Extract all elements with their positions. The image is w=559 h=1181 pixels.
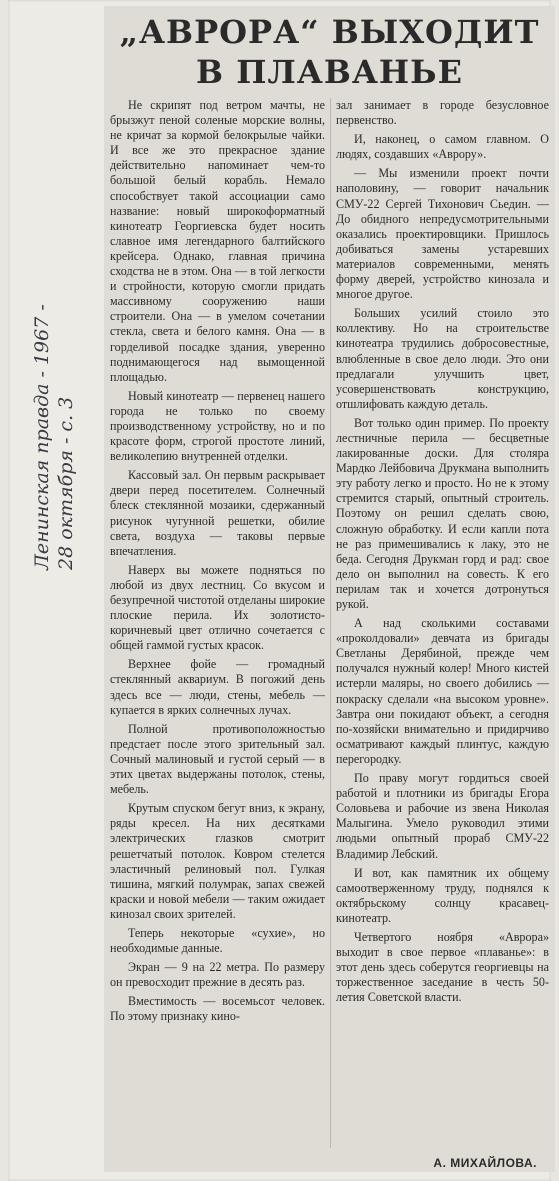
paragraph: Полной противоположностью предстает после этого зрительный зал. Сочный малиновый и густой серый — в этих цветах выдержаны потолок, стены, мебель. bbox=[110, 721, 325, 797]
paragraph: Вот только один пример. По проекту лестничные перила — бесцветные лакированные доски. Для столяра Мардко Лейбовича Друкмана выполнить эту работу легко и просто. Но не к этому стремится старый, опытный строитель. Поэтому он решил сделать свою, сложную обработку. И если капли пота не раз примешивались к лаку, это не беда. Сегодня Друкман горд и рад: свое дело он выполнил на совесть. К его перилам так и хочется дотронуться рукой. bbox=[336, 415, 549, 611]
paragraph: А над сколькими составами «проколдовали» девчата из бригады Светланы Дерябиной, прежде чем получался нужный колер! Много кистей истерли маляры, но своего добились — покраску сделали «на высоком уровне». Завтра они покидают объект, а сегодня по-хозяйски внимательно и придирчиво осматривают каждый плинтус, каждую перегородку. bbox=[336, 616, 549, 766]
paragraph: зал занимает в городе безусловное первенство. bbox=[336, 98, 549, 128]
paragraph: Крутым спуском бегут вниз, к экрану, ряды кресел. На них десятками электрических глазков смотрит решетчатый потолок. Ковром стелется эластичный релиновый пол. Гулкая тишина, мягкий полумрак, запах свежей краски и новой мебели — таким ожидает кинозал своих зрителей. bbox=[110, 801, 325, 921]
paragraph: Наверх вы можете подняться по любой из двух лестниц. Со вкусом и безупречной чистотой отделаны широкие плоские перила. Их золотисто-коричневый цвет отлично сочетается с общей гаммой густых красок. bbox=[110, 562, 325, 653]
newspaper-clipping bbox=[104, 6, 555, 1172]
article-column-left bbox=[110, 98, 325, 1029]
article-headline bbox=[104, 12, 555, 92]
paragraph: Больших усилий стоило это коллективу. Но на строительстве кинотеатра трудились добросовестные, влюбленные в свое дело люди. Это они предлагали улучшить цвет, усовершенствовать конструкцию, отшлифовать каждую деталь. bbox=[336, 306, 549, 411]
paragraph: Вместимость — восемьсот человек. По этому признаку кино- bbox=[110, 994, 325, 1024]
paragraph: Теперь некоторые «сухие», но необходимые данные. bbox=[110, 925, 325, 956]
column-divider bbox=[330, 98, 331, 1148]
article-column-right bbox=[336, 98, 549, 1009]
author-signature: А. МИХАЙЛОВА. bbox=[433, 1156, 537, 1170]
paragraph: Новый кинотеатр — первенец нашего города не только по своему производственному устройству, но и по красоте форм, строгой простоте линий, великолепию внутренней отделки. bbox=[110, 388, 325, 464]
paragraph: И, наконец, о самом главном. О людях, создавших «Аврору». bbox=[336, 132, 549, 162]
paragraph: Не скрипят под ветром мачты, не брызжут пеной соленые морские волны, не кричат за кормой белокрылые чайки. И все же это прекрасное здание действительно напоминает чем-то большой белый корабль. Немало способствует такой ассоциации само название: новый широкоформатный кинотеатр Георгиевска будет носить славное имя легендарного балтийского крейсера. Однако, главная причина сходства не в этом. Она — в той легкости и стройности, которую смогли придать массивному сооружению наши строители. Она — в умелом сочетании стекла, света и белого камня. Она — в горделивой посадке здания, уверенно поднимающегося над вымощенной площадью. bbox=[110, 98, 325, 384]
paragraph: По праву могут гордиться своей работой и плотники из бригады Егора Соловьева и рабочие из звена Николая Малыгина. Умело руководил этими людьми опытный прораб СМУ-22 Владимир Лебский. bbox=[336, 771, 549, 861]
paragraph: Четвертого ноября «Аврора» выходит в свое первое «плаванье»: в этот день здесь соберутся георгиевцы на торжественное заседание в честь 50-летия Советской власти. bbox=[336, 929, 549, 1005]
handwritten-line-2: 28 октября - с. 3 bbox=[55, 396, 77, 570]
scan-background bbox=[8, 0, 551, 1181]
handwritten-line-1: Ленинская правда - 1967 - bbox=[31, 304, 53, 570]
headline-line-2: В ПЛАВАНЬЕ bbox=[196, 53, 463, 91]
paragraph: Кассовый зал. Он первым раскрывает двери перед посетителем. Солнечный блеск стеклянной мозаики, сдержанный рисунок чугунной решетки, обилие света, воздуха — таковы первые впечатления. bbox=[110, 468, 325, 558]
paragraph: — Мы изменили проект почти наполовину, — говорит начальник СМУ-22 Сергей Тихонович Сьедин. — До обидного непредусмотрительными оказались проектировщики. Пришлось добиваться замены устаревших материалов современными, менять форму дверей, устройство кинозала и многое другое. bbox=[336, 166, 549, 302]
paragraph: Верхнее фойе — громадный стеклянный аквариум. В погожий день здесь все — люди, стены, мебель — купается в ярких солнечных лучах. bbox=[110, 657, 325, 717]
paragraph: И вот, как памятник их общему самоотверженному труду, поднялся к октябрьскому солнцу красавец-кинотеатр. bbox=[336, 865, 549, 925]
headline-line-1: „АВРОРА“ ВЫХОДИТ bbox=[119, 13, 540, 51]
handwritten-annotation bbox=[30, 100, 78, 580]
paragraph: Экран — 9 на 22 метра. По размеру он превосходит прежние в десять раз. bbox=[110, 960, 325, 990]
